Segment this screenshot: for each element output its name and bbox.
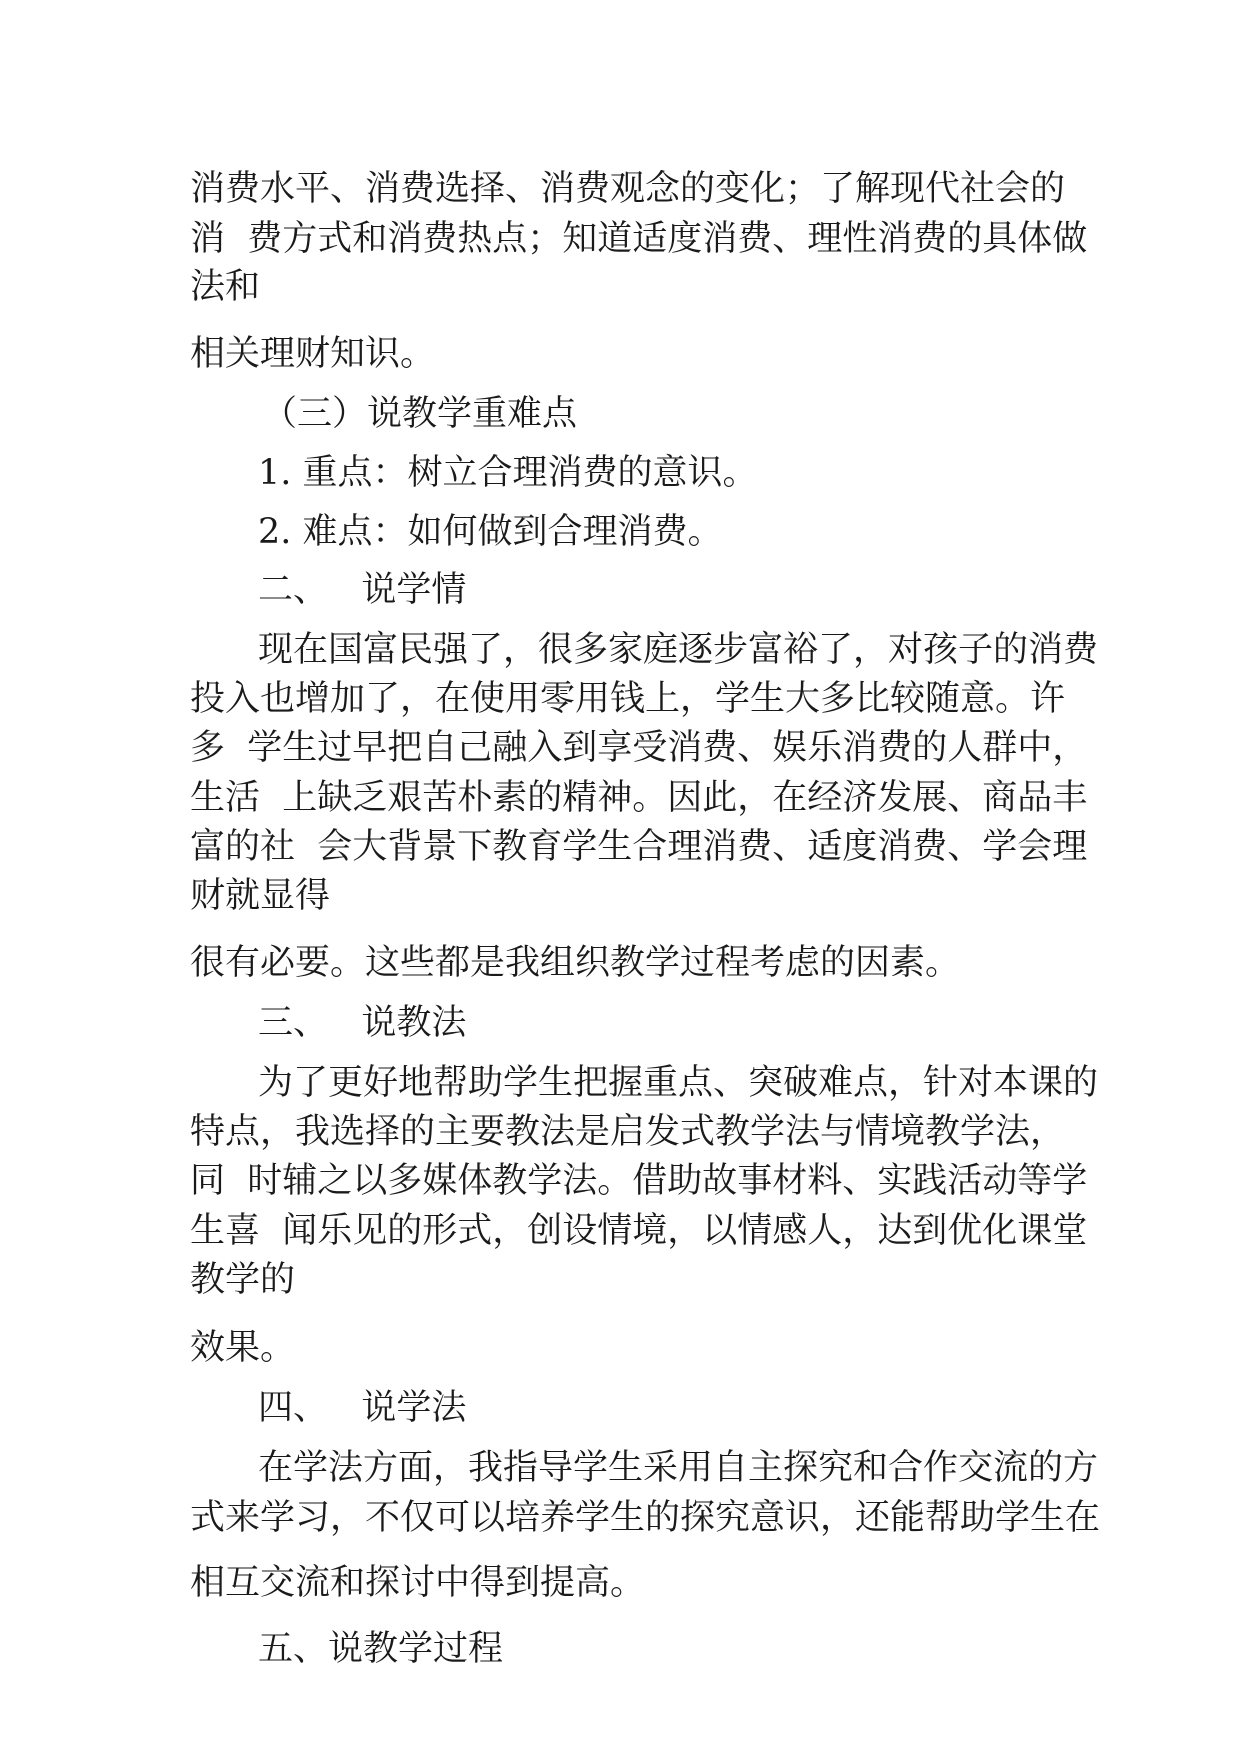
text-line: 相关理财知识。	[190, 334, 436, 374]
section-heading: 四、 说学法	[258, 1388, 467, 1428]
text-line: 生活 上缺乏艰苦朴素的精神。因此，在经济发展、商品丰	[190, 778, 1088, 818]
text-line: 生喜 闻乐见的形式，创设情境，以情感人，达到优化课堂	[190, 1211, 1088, 1251]
text-line: 财就显得	[190, 876, 331, 916]
section-heading: 三、 说教法	[258, 1003, 467, 1043]
text-line: 在学法方面，我指导学生采用自主探究和合作交流的方	[258, 1448, 1099, 1488]
text-line: 消 费方式和消费热点；知道适度消费、理性消费的具体做	[190, 219, 1088, 259]
text-line: 消费水平、消费选择、消费观念的变化；了解现代社会的	[190, 169, 1066, 209]
text-line: 富的社 会大背景下教育学生合理消费、适度消费、学会理	[190, 827, 1088, 867]
text-line: 式来学习，不仅可以培养学生的探究意识，还能帮助学生在	[190, 1498, 1101, 1538]
text-line: 教学的	[190, 1260, 296, 1300]
section-heading: 五、说教学过程	[258, 1629, 504, 1669]
text-line: 法和	[190, 267, 261, 307]
text-line: 投入也增加了，在使用零用钱上，学生大多比较随意。许	[190, 679, 1066, 719]
text-line: 特点，我选择的主要教法是启发式教学法与情境教学法，	[190, 1112, 1066, 1152]
text-line: 1. 重点：树立合理消费的意识。	[258, 453, 758, 493]
section-heading: （三）说教学重难点	[262, 394, 578, 434]
text-line: 现在国富民强了，很多家庭逐步富裕了，对孩子的消费	[258, 630, 1099, 670]
text-line: 很有必要。这些都是我组织教学过程考虑的因素。	[190, 943, 961, 983]
text-line: 效果。	[190, 1328, 296, 1368]
text-line: 2. 难点：如何做到合理消费。	[258, 512, 723, 552]
text-line: 为了更好地帮助学生把握重点、突破难点，针对本课的	[258, 1063, 1099, 1103]
text-line: 同 时辅之以多媒体教学法。借助故事材料、实践活动等学	[190, 1161, 1088, 1201]
text-line: 多 学生过早把自己融入到享受消费、娱乐消费的人群中，	[190, 728, 1088, 768]
text-line: 相互交流和探讨中得到提高。	[190, 1563, 646, 1603]
section-heading: 二、 说学情	[258, 570, 467, 610]
